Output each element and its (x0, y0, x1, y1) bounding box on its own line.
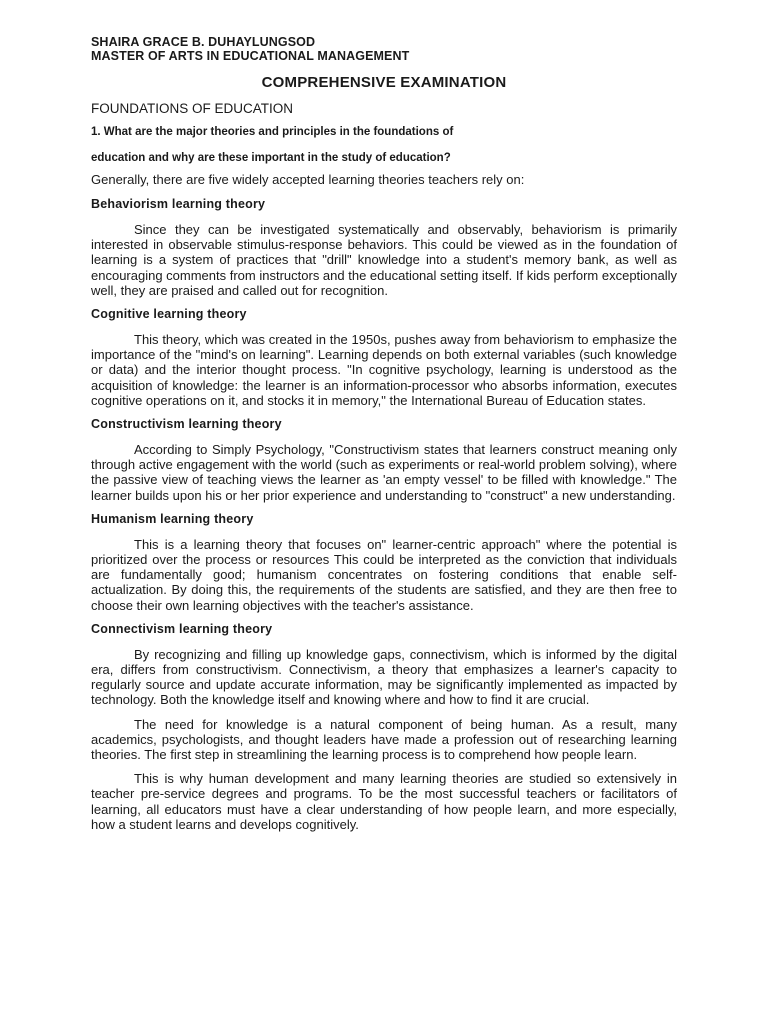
theory-heading: Connectivism learning theory (91, 621, 273, 636)
author-degree: MASTER OF ARTS IN EDUCATIONAL MANAGEMENT (91, 49, 410, 63)
theory-behaviorism (91, 197, 677, 298)
question-line-2: education and why are these important in the study of education? (91, 152, 451, 164)
theory-paragraph: Since they can be investigated systematically and observably, behaviorism is primarily interested in observable stimulus-response behaviors. This could be viewed as in the foundation of learning is a system of practices that "drill" knowledge into a student's memory bank, as well as encouraging comments from instructors and the educational setting itself. If kids perform exceptionally well, they are praised and called out for recognition. (91, 222, 678, 298)
intro-text: Generally, there are five widely accepted learning theories teachers rely on: (91, 172, 525, 187)
theory-paragraph: This theory, which was created in the 1950s, pushes away from behaviorism to emphasize the importance of the "mind's on learning". Learning depends on both external variables (such knowledge or data) and the interior thought process. "In cognitive psychology, learning is understood as the acquisition of knowledge: the learner is an information-processor who absorbs information, executes cognitive operations on it, and stocks it in memory," the International Bureau of Education states. (91, 332, 677, 408)
closing-paragraph-2: This is why human development and many learning theories are studied so extensively in teacher pre-service degrees and programs. To be the most successful teachers or facilitators of learning, all educators must have a clear understanding of how people learn, and more especially, how a student learns and develops cognitively. (91, 771, 677, 832)
theory-paragraph: According to Simply Psychology, "Constructivism states that learners construct meaning only through active engagement with the world (such as experiments or real-world problem solving), where the passive view of teaching views the learner as 'an empty vessel' to be filled with knowledge." The learner builds upon his or her prior experience and understanding to "construct" a new understanding. (91, 442, 677, 503)
theory-heading: Cognitive learning theory (91, 307, 247, 322)
theory-constructivism (91, 417, 677, 503)
document-title: COMPREHENSIVE EXAMINATION (261, 74, 507, 91)
question-line-1: 1. What are the major theories and principles in the foundations of (91, 126, 454, 138)
section-title: FOUNDATIONS OF EDUCATION (91, 101, 293, 116)
theory-humanism (91, 512, 677, 613)
closing-paragraph-1: The need for knowledge is a natural component of being human. As a result, many academics, psychologists, and thought leaders have made a profession out of researching learning theories. The first step in streamlining the learning process is to comprehend how people learn. (91, 716, 677, 763)
theory-heading: Humanism learning theory (91, 511, 254, 526)
document-page (91, 35, 677, 832)
theory-heading: Constructivism learning theory (91, 417, 282, 432)
theory-paragraph: This is a learning theory that focuses on" learner-centric approach" where the potential is prioritized over the process or resources This could be interpreted as the conviction that individuals are fundamentally good; humanism concentrates on fostering conditions that enable self-actualization. By doing this, the requirements of the students are satisfied, and they are then free to choose their own learning objectives with the teacher's assistance. (91, 536, 677, 613)
theory-paragraph: By recognizing and filling up knowledge gaps, connectivism, which is informed by the digital era, differs from constructivism. Connectivism, a theory that emphasizes a learner's capacity to regularly source and update accurate information, may be significantly implemented as impacted by technology. Both the knowledge itself and knowing where and how to find it are crucial. (91, 646, 677, 708)
author-name: SHAIRA GRACE B. DUHAYLUNGSOD (91, 35, 316, 49)
theory-connectivism (91, 622, 677, 708)
theory-heading: Behaviorism learning theory (91, 197, 266, 211)
theory-cognitive (91, 307, 677, 408)
